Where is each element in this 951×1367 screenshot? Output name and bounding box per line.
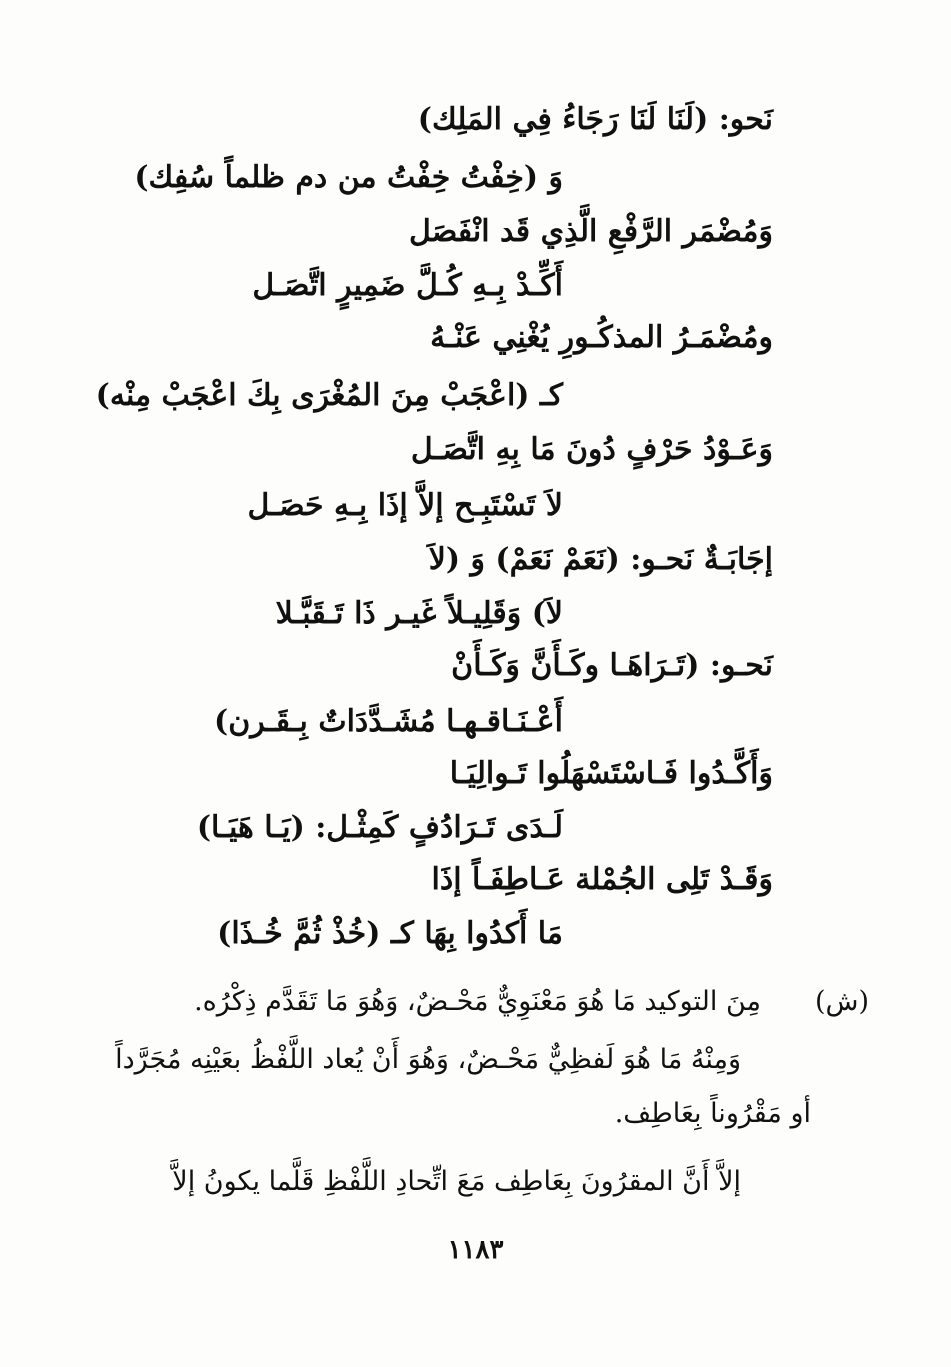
- verse-line-1: نَحو: (لَنَا لَنَا رَجَاءُ فِي المَلِك): [417, 102, 773, 137]
- verse-line-12: أَعْـنَـاقـهـا مُشَـدَّدَاتٌ بِـقَـرن): [214, 704, 563, 739]
- commentary-line-2: وَمِنْهُ مَا هُوَ لَفظِيٌّ مَحْـضٌ، وَهُوَ أَنْ يُعاد اللَّفْظُ بعَيْنِه مُجَرَّداً: [115, 1044, 741, 1075]
- commentary-marker: (ش): [814, 986, 869, 1017]
- verse-line-11: نَحـو: (تَـرَاهَـا وكَـأَنَّ وَكَـأَنْ: [451, 648, 773, 683]
- verse-line-2: وَ (خِفْتُ خِفْتُ من دم ظلماً سُفِك): [134, 160, 563, 195]
- verse-line-15: وَقَـدْ تَلِى الجُمْلة عَـاطِفَـاً إذَا: [431, 862, 773, 897]
- commentary-line-3: أو مَقْرُوناً بِعَاطِف.: [614, 1098, 811, 1129]
- verse-line-5: ومُضْمَـرُ المذكُـورِ يُغْنِي عَنْـهُ: [430, 320, 773, 355]
- verse-line-13: وَأَكَّـدُوا فَـاسْتَسْهَلُوا تَـوالِيَـا: [449, 756, 773, 791]
- verse-line-9: إجَابَـةٌ نَحـو: (نَعَمْ نَعَمْ) وَ (لاَ: [428, 542, 773, 577]
- verse-line-7: وَعَـوْدُ حَرْفٍ دُونَ مَا بِهِ اتَّصَـل: [410, 432, 773, 467]
- verse-line-8: لاَ تَسْتَبِـح إلاَّ إذَا بِـهِ حَصَـل: [247, 488, 563, 523]
- verse-line-3: وَمُضْمَر الرَّفْعِ الَّذِي قَد انْفَصَل: [409, 214, 773, 249]
- verse-line-4: أَكِّـدْ بِـهِ كُـلَّ ضَمِيرٍ اتَّصَـل: [252, 268, 563, 303]
- verse-line-10: لاَ) وَقَلِيـلاً غَيـر ذَا تَـقَبَّـلا: [275, 596, 563, 631]
- commentary-line-1: مِنَ التوكيد مَا هُوَ مَعْنَوِيٌّ مَحْـضٌ، وَهُوَ مَا تَقَدَّم ذِكْرُه.: [194, 986, 761, 1017]
- page-number: ١١٨٣: [447, 1235, 504, 1265]
- verse-line-6: كـ (اعْجَبْ مِنَ المُغْرَى بِكَ اعْجَبْ مِنْه): [95, 378, 563, 413]
- commentary-line-4: إلاَّ أَنَّ المقرُونَ بِعَاطِف مَعَ اتِّحادِ اللَّفْظِ قَلَّما يكونُ إلاَّ: [172, 1166, 741, 1197]
- verse-line-16: مَا أَكدُوا بِهَا كـ (خُذْ ثُمَّ خُـذَا): [217, 916, 563, 951]
- verse-line-14: لَـدَى تَـرَادُفٍ كَمِثْـل: (يَـا هَيَـا): [196, 810, 563, 845]
